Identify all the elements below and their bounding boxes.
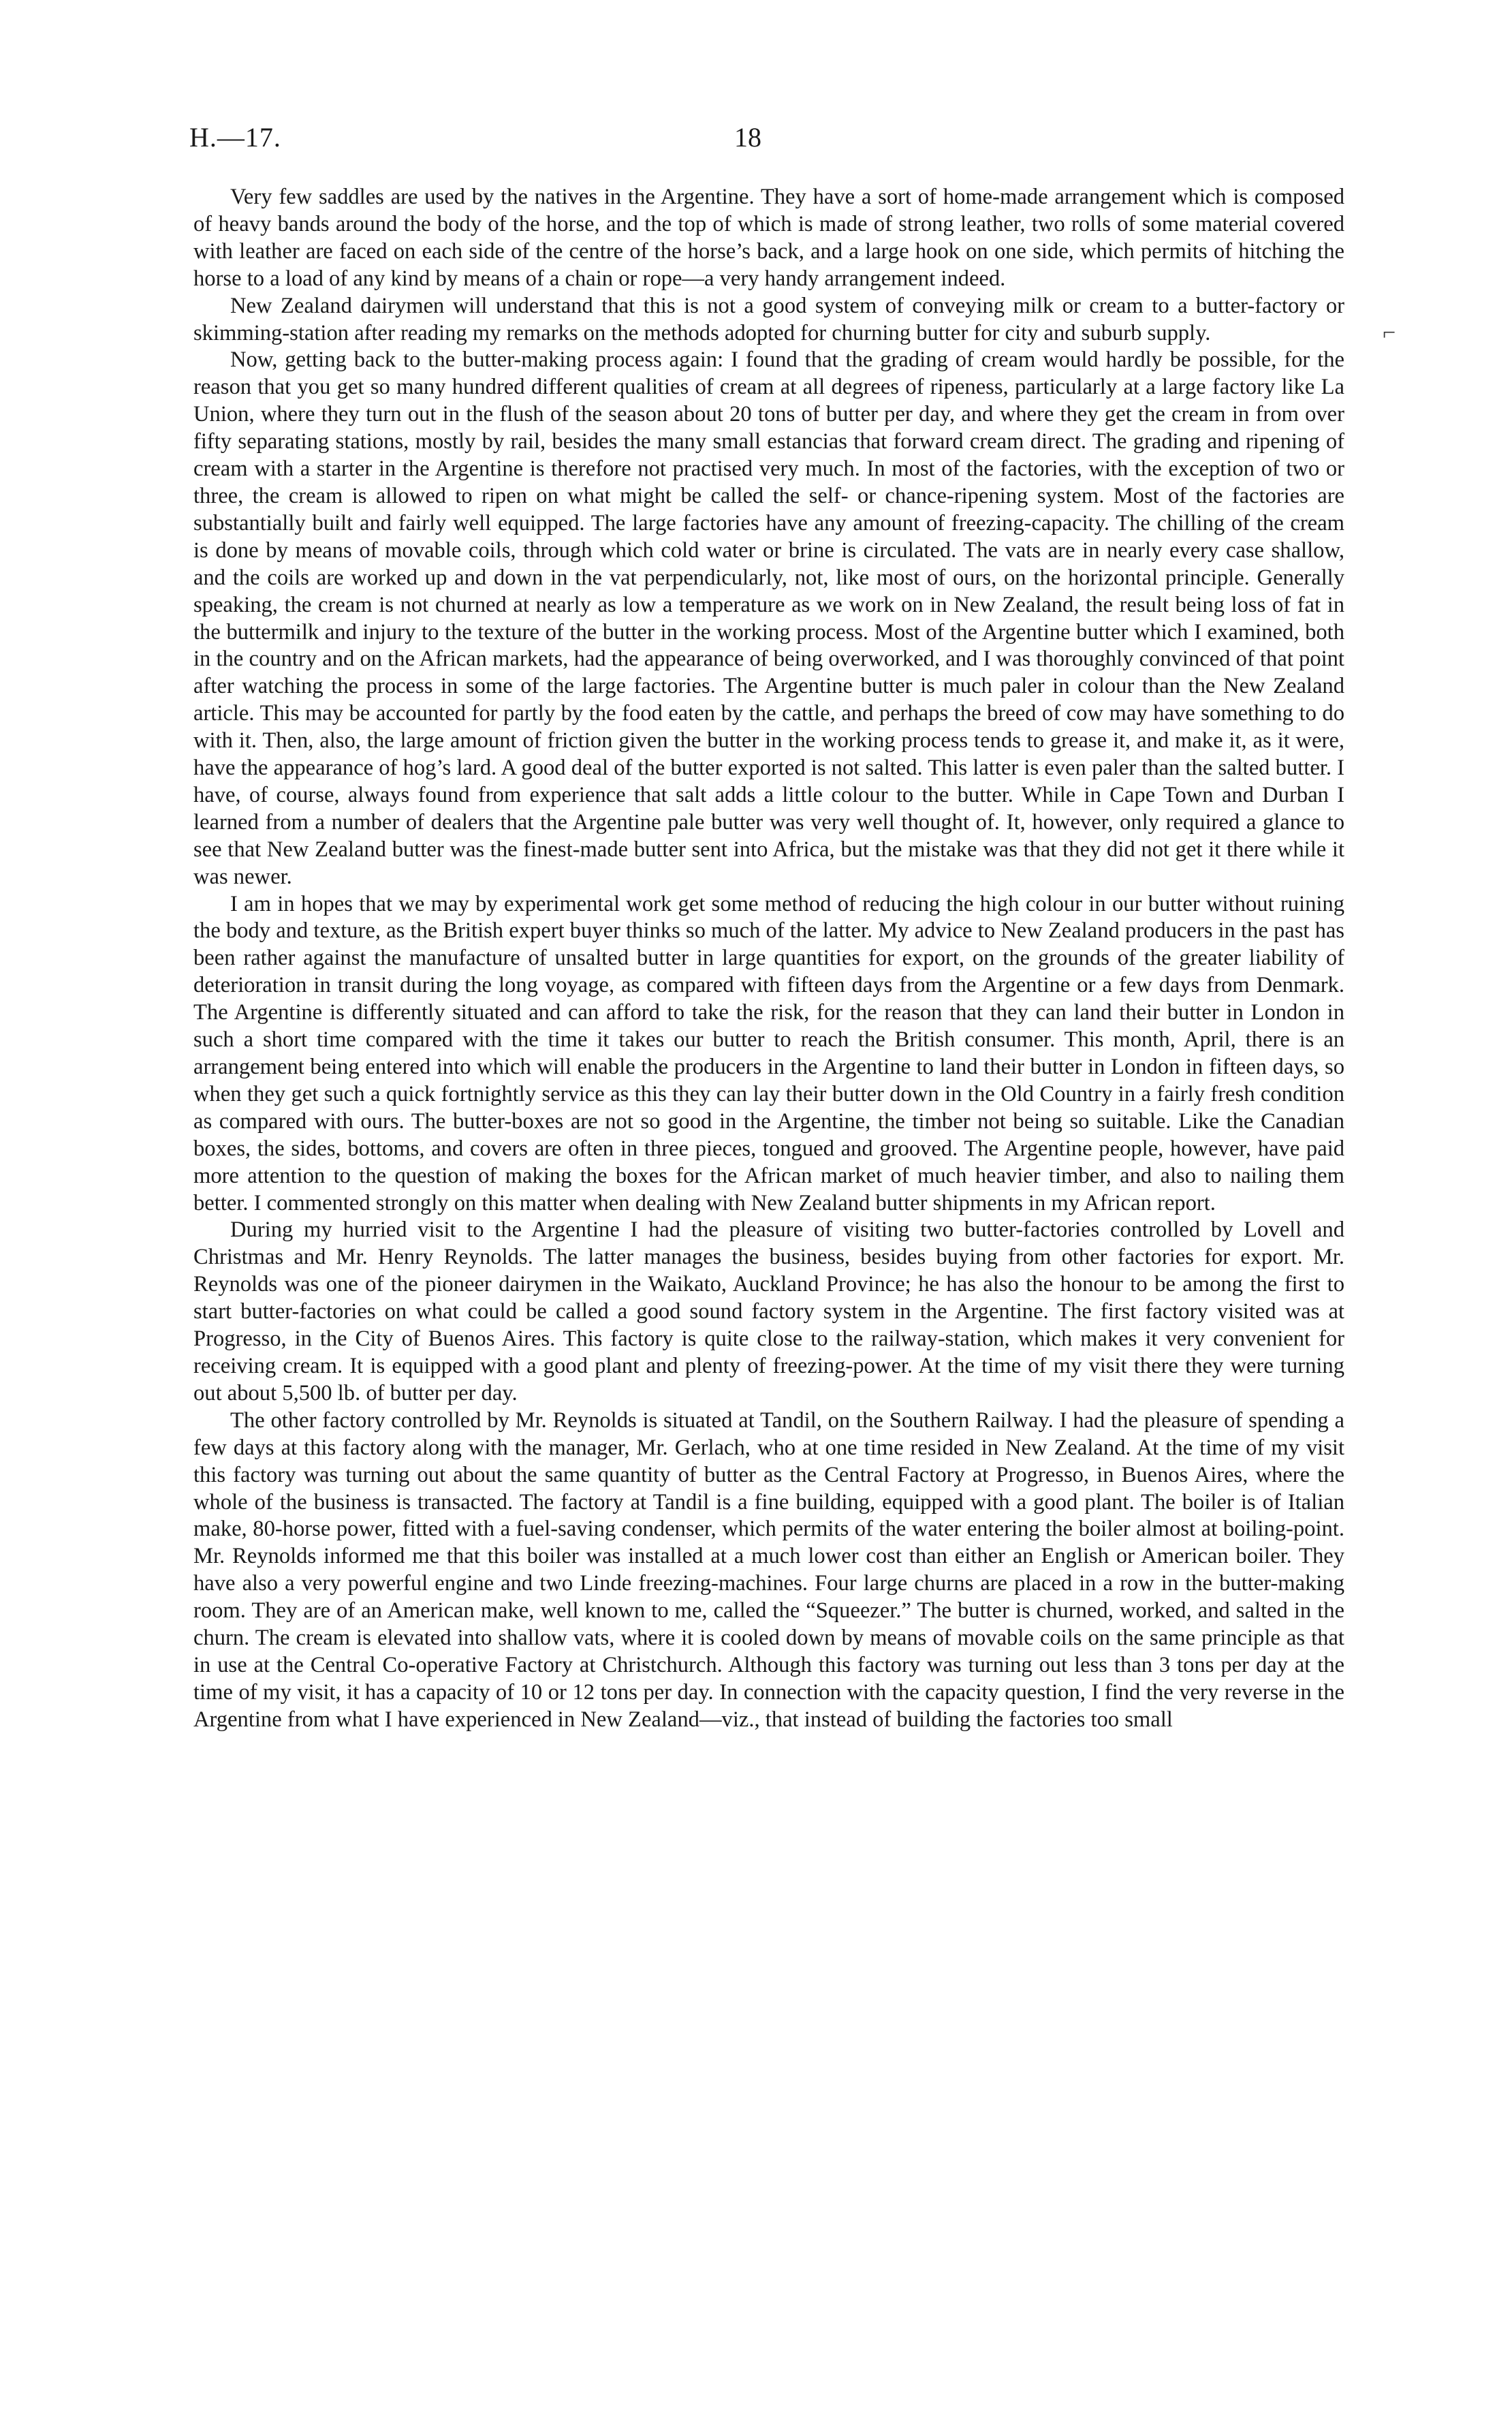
margin-mark: ⌐	[1383, 320, 1396, 345]
paragraph-saddles: Very few saddles are used by the natives in the Argentine. They have a sort of home-made arrangement which is composed of heavy bands around the body of the horse, and the top of which is made of strong leather, two rolls of some material covered with leather are faced on each side of the centre of the horse’s back, and a large hook on one side, which permits of hitching the horse to a load of any kind by means of a chain or rope—a very handy arrangement indeed.	[193, 185, 1344, 291]
paragraph-tandil-factory: The other factory controlled by Mr. Reynolds is situated at Tandil, on the Southern Railway. I had the pleasure of spending a few days at this factory along with the manager, Mr. Gerlach, who at one time resided in New Zealand. At the time of my visit this factory was turning out about the same quantity of butter as the Central Factory at Progresso, in Buenos Aires, where the whole of the business is transacted. The factory at Tandil is a fine building, equipped with a good plant. The boiler is of Italian make, 80-horse power, fitted with a fuel-saving condenser, which permits of the water entering the boiler almost at boiling-point. Mr. Reynolds informed me that this boiler was installed at a much lower cost than either an English or American boiler. They have also a very powerful engine and two Linde freezing-machines. Four large churns are placed in a row in the butter-making room. They are of an American make, well known to me, called the “Squeezer.” The butter is churned, worked, and salted in the churn. The cream is elevated into shallow vats, where it is cooled down by means of movable coils on the same principle as that in use at the Central Co-operative Factory at Christchurch. Although this factory was turning out less than 3 tons per day at the time of my visit, it has a capacity of 10 or 12 tons per day. In connection with the capacity question, I find the very reverse in the Argentine from what I have experienced in New Zealand—viz., that instead of building the factories too small	[193, 1408, 1344, 1732]
paragraph-reducing-colour: I am in hopes that we may by experimental work get some method of reducing the high colour in our butter without ruining the body and texture, as the British expert buyer thinks so much of the latter. My advice to New Zealand producers in the past has been rather against the manufacture of unsalted butter in large quantities for export, on the grounds of the greater liability of deterioration in transit during the long voyage, as compared with fifteen days from the Argentine or a few days from Denmark. The Argentine is differently situated and can afford to take the risk, for the reason that they can land their butter in London in such a short time compared with the time it takes our butter to reach the British consumer. This month, April, there is an arrangement being entered into which will enable the producers in the Argentine to land their butter in London in fifteen days, so when they get such a quick fortnightly service as this they can lay their butter down in the Old Country in a fairly fresh condition as compared with ours. The butter-boxes are not so good in the Argentine, the timber not being so suitable. Like the Canadian boxes, the sides, bottoms, and covers are often in three pieces, tongued and grooved. The Argentine people, however, have paid more attention to the question of making the boxes for the African market of much heavier timber, and also to nailing them better. I commented strongly on this matter when dealing with New Zealand butter shipments in my African report.	[193, 891, 1344, 1215]
paragraph-reynolds-factories: During my hurried visit to the Argentine I had the pleasure of visiting two butter-factories controlled by Lovell and Christmas and Mr. Henry Reynolds. The latter manages the business, besides buying from other factories for export. Mr. Reynolds was one of the pioneer dairymen in the Waikato, Auckland Province; he has also the honour to be among the first to start butter-factories on what could be called a good sound factory system in the Argentine. The first factory visited was at Progresso, in the City of Buenos Aires. This factory is quite close to the railway-station, which makes it very convenient for receiving cream. It is equipped with a good plant and plenty of freezing-power. At the time of my visit there they were turning out about 5,500 lb. of butter per day.	[193, 1217, 1344, 1406]
series-identifier: H.—17.	[189, 122, 281, 153]
page-header	[189, 121, 1347, 162]
paragraph-butter-making-process: Now, getting back to the butter-making process again: I found that the grading of cream would hardly be possible, for the reason that you get so many hundred different qualities of cream at all degrees of ripeness, particularly at a large factory like La Union, where they turn out in the flush of the season about 20 tons of butter per day, and where they get the cream in from over fifty separating stations, mostly by rail, besides the many small estancias that forward cream direct. The grading and ripening of cream with a starter in the Argentine is therefore not practised very much. In most of the factories, with the exception of two or three, the cream is allowed to ripen on what might be called the self- or chance-ripening system. Most of the factories are substantially built and fairly well equipped. The large factories have any amount of freezing-capacity. The chilling of the cream is done by means of movable coils, through which cold water or brine is circulated. The vats are in nearly every case shallow, and the coils are worked up and down in the vat perpendicularly, not, like most of ours, on the horizontal principle. Generally speaking, the cream is not churned at nearly as low a temperature as we work on in New Zealand, the result being loss of fat in the buttermilk and injury to the texture of the butter in the working process. Most of the Argentine butter which I examined, both in the country and on the African markets, had the appearance of being overworked, and I was thoroughly convinced of that point after watching the process in some of the large factories. The Argentine butter is much paler in colour than the New Zealand article. This may be accounted for partly by the food eaten by the cattle, and perhaps the breed of cow may have something to do with it. Then, also, the large amount of friction given the butter in the working process tends to grease it, and make it, as it were, have the appearance of hog’s lard. A good deal of the butter exported is not salted. This latter is even paler than the salted butter. I have, of course, always found from experience that salt adds a little colour to the butter. While in Cape Town and Durban I learned from a number of dealers that the Argentine pale butter was very well thought of. It, however, only required a glance to see that New Zealand butter was the finest-made butter sent into Africa, but the mistake was that they did not get it there while it was newer.	[193, 347, 1344, 889]
page-number: 18	[734, 122, 761, 153]
article-body	[193, 184, 1344, 1734]
paragraph-conveying-cream: New Zealand dairymen will understand that this is not a good system of conveying milk or cream to a butter-factory or skimming-station after reading my remarks on the methods adopted for churning butter for city and suburb supply.	[193, 293, 1344, 345]
